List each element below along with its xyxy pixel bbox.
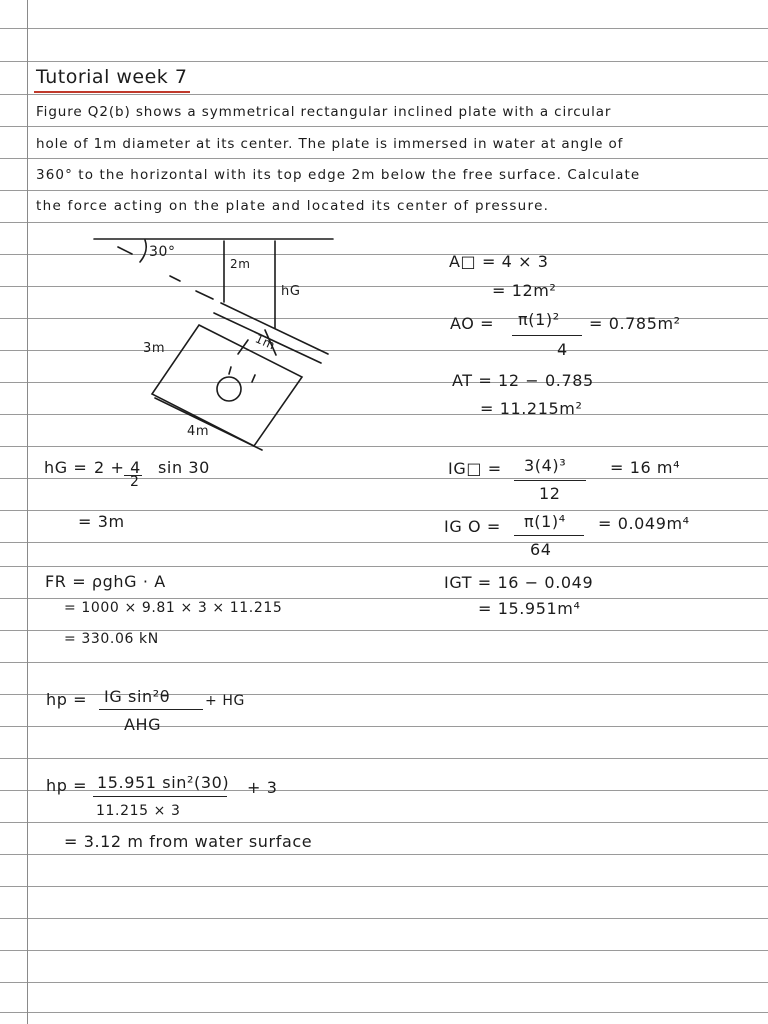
ig-hole-lhs: IG O =: [444, 517, 501, 536]
hole-mark: [229, 367, 231, 374]
hole-offset-tick: [238, 340, 248, 354]
ig-rect-lhs: IG□ =: [448, 459, 502, 478]
hg-sin: sin 30: [158, 458, 210, 477]
force-substitution: = 1000 × 9.81 × 3 × 11.215: [64, 600, 283, 616]
hp-denominator: AHG: [124, 715, 162, 734]
ig-rect-result: = 16 m⁴: [610, 458, 681, 477]
area-rect-result: = 12m²: [492, 281, 557, 300]
area-rect: A□ = 4 × 3: [449, 252, 549, 271]
force-result: = 330.06 kN: [64, 631, 159, 647]
fraction-bar: [93, 796, 227, 797]
hp-plus: + HG: [205, 693, 245, 709]
area-hole-lhs: AO =: [450, 314, 495, 333]
length-4m-label: 4m: [187, 424, 210, 439]
angle-dash: [118, 247, 132, 254]
problem-line-3: 360° to the horizontal with its top edge 2m below the free surface. Calculate: [36, 167, 641, 183]
area-total-result: = 11.215m²: [480, 399, 583, 418]
hp2-lhs: hp =: [46, 776, 88, 795]
area-hole-den: 4: [557, 340, 568, 359]
hole-offset-label: 1m: [253, 331, 278, 353]
angle-arc: [140, 240, 146, 262]
hp2-denominator: 11.215 × 3: [96, 803, 181, 819]
area-hole-num: π(1)²: [518, 310, 560, 329]
hg-result: = 3m: [78, 512, 125, 531]
hp2-plus: + 3: [247, 778, 278, 797]
angle-dash: [196, 291, 213, 299]
hg-den: 2: [130, 474, 140, 490]
fraction-bar: [99, 709, 203, 710]
angle-label: 30°: [149, 244, 176, 260]
hp-numerator: IG sin²θ: [104, 687, 171, 706]
hole-mark: [252, 375, 255, 382]
ig-hole-den: 64: [530, 540, 552, 559]
hg-expr: 2 + 4: [94, 458, 141, 477]
angle-dash: [170, 276, 180, 281]
problem-line-4: the force acting on the plate and located its center of pressure.: [36, 198, 550, 214]
fraction-bar: [514, 480, 586, 481]
area-hole-result: = 0.785m²: [589, 314, 681, 333]
hg-lhs: hG =: [44, 458, 88, 477]
depth-2m-label: 2m: [230, 257, 251, 271]
fraction-bar: [512, 335, 582, 336]
hp-lhs: hp =: [46, 690, 88, 709]
ig-hole-result: = 0.049m⁴: [598, 514, 690, 533]
area-total: AT = 12 − 0.785: [452, 371, 594, 390]
page-title: Tutorial week 7: [36, 66, 188, 88]
force-formula: FR = ρghG · A: [45, 572, 166, 591]
circular-hole: [217, 377, 241, 401]
ig-rect-num: 3(4)³: [524, 456, 567, 475]
hp-result: = 3.12 m from water surface: [64, 832, 313, 851]
problem-line-2: hole of 1m diameter at its center. The plate is immersed in water at angle of: [36, 136, 624, 152]
fraction-bar: [514, 535, 584, 536]
problem-line-1: Figure Q2(b) shows a symmetrical rectangular inclined plate with a circular: [36, 104, 612, 120]
ig-rect-den: 12: [539, 484, 561, 503]
ig-hole-num: π(1)⁴: [524, 512, 566, 531]
side-3m-label: 3m: [143, 341, 166, 356]
ig-total-result: = 15.951m⁴: [478, 599, 581, 618]
hp2-numerator: 15.951 sin²(30): [97, 773, 230, 792]
depth-hg-label: hG: [281, 284, 301, 299]
ig-total: IGT = 16 − 0.049: [444, 573, 594, 592]
